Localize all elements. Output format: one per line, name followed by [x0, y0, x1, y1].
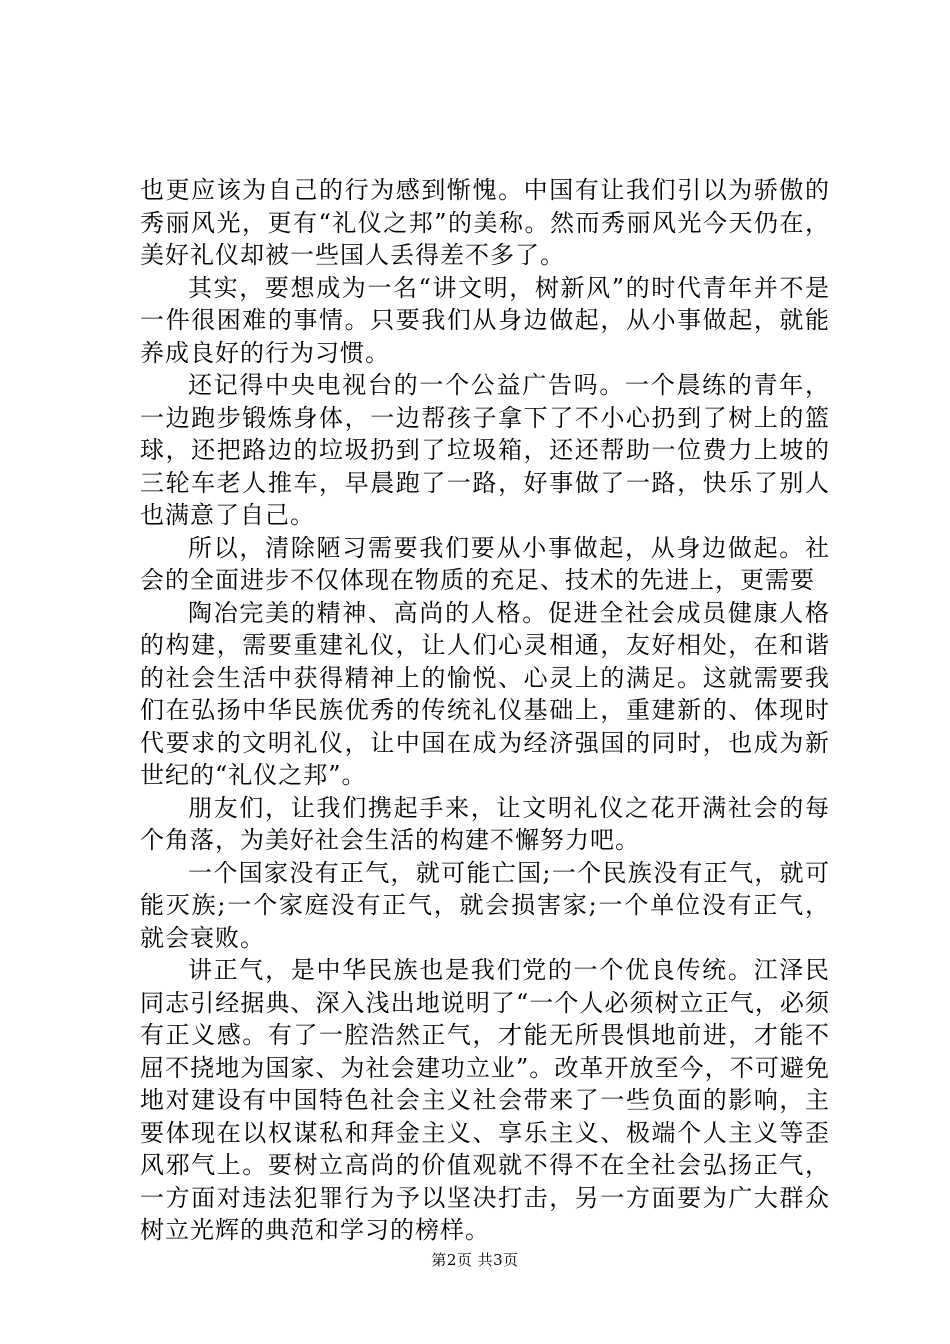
- paragraph: 一个国家没有正气，就可能亡国;一个民族没有正气，就可能灭族;一个家庭没有正气，就会损害家;一个单位没有正气，就会衰败。: [140, 858, 830, 952]
- document-body: [140, 174, 830, 1247]
- paragraph: 其实，要想成为一名“讲文明，树新风”的时代青年并不是一件很困难的事情。只要我们从身边做起，从小事做起，就能养成良好的行为习惯。: [140, 273, 830, 367]
- paragraph: 陶冶完美的精神、高尚的人格。促进全社会成员健康人格的构建，需要重建礼仪，让人们心灵相通，友好相处，在和谐的社会生活中获得精神上的愉悦、心灵上的满足。这就需要我们在弘扬中华民族优秀的传统礼仪基础上，重建新的、体现时代要求的文明礼仪，让中国在成为经济强国的同时，也成为新世纪的“礼仪之邦”。: [140, 598, 830, 789]
- paragraph: 也更应该为自己的行为感到惭愧。中国有让我们引以为骄傲的秀丽风光，更有“礼仪之邦”的美称。然而秀丽风光今天仍在，美好礼仪却被一些国人丢得差不多了。: [140, 176, 830, 269]
- paragraph: 所以，清除陋习需要我们要从小事做起，从身边做起。社会的全面进步不仅体现在物质的充足、技术的先进上，更需要: [140, 533, 830, 594]
- paragraph: 还记得中央电视台的一个公益广告吗。一个晨练的青年，一边跑步锻炼身体，一边帮孩子拿下了不小心扔到了树上的篮球，还把路边的垃圾扔到了垃圾箱，还还帮助一位费力上坡的三轮车老人推车，早晨跑了一路，好事做了一路，快乐了别人也满意了自己。: [140, 371, 830, 529]
- paragraph: 讲正气，是中华民族也是我们党的一个优良传统。江泽民同志引经据典、深入浅出地说明了“一个人必须树立正气，必须有正义感。有了一腔浩然正气，才能无所畏惧地前进，才能不屈不挠地为国家、为社会建功立业”。改革开放至今，不可避免地对建设有中国特色社会主义社会带来了一些负面的影响，主要体现在以权谋私和拜金主义、享乐主义、极端个人主义等歪风邪气上。要树立高尚的价值观就不得不在全社会弘扬正气，一方面对违法犯罪行为予以坚决打击，另一方面要为广大群众树立光辉的典范和学习的榜样。: [140, 956, 830, 1244]
- paragraph: 朋友们，让我们携起手来，让文明礼仪之花开满社会的每个角落，为美好社会生活的构建不懈努力吧。: [140, 793, 830, 854]
- page-footer: 第2页 共3页: [431, 1251, 519, 1269]
